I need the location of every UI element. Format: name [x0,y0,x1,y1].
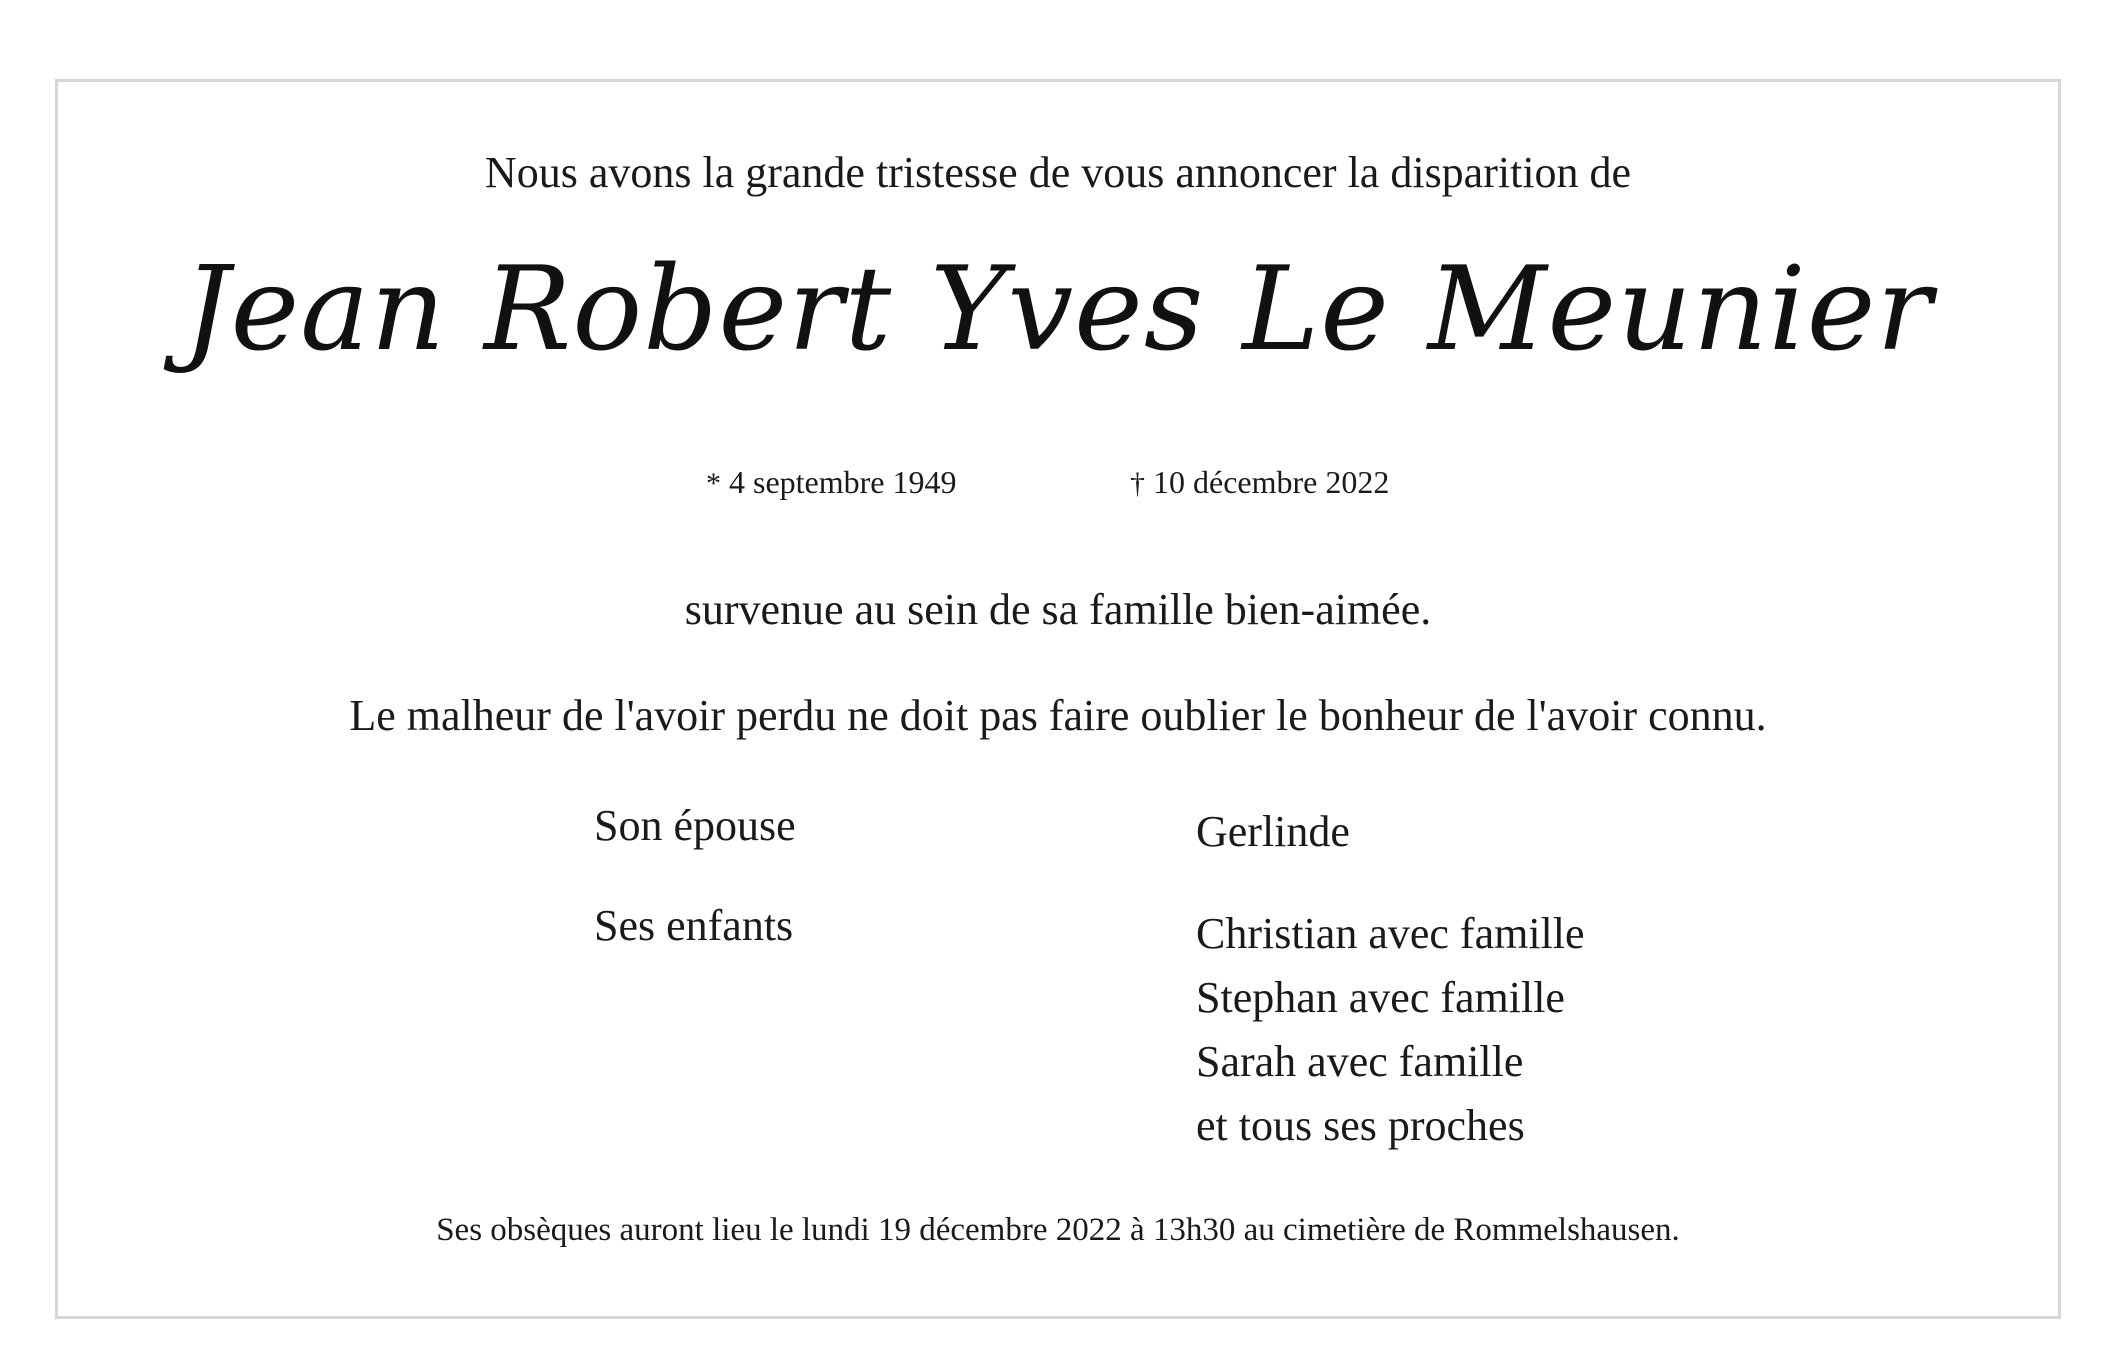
deceased-name: Jean Robert Yves Le Meunier [183,242,1933,377]
birth-date: 4 septembre 1949 [729,464,957,500]
children-list [1196,902,1585,1158]
death-date-group [1130,464,1389,501]
birth-symbol: * [706,467,721,500]
death-date: 10 décembre 2022 [1153,464,1390,500]
child-entry: Christian avec famille [1196,909,1585,958]
child-entry: Sarah avec famille [1196,1037,1524,1086]
obituary-card [55,79,2061,1319]
child-entry: Stephan avec famille [1196,973,1565,1022]
quote-text: Le malheur de l'avoir perdu ne doit pas faire oublier le bonheur de l'avoir connu. [349,691,1767,740]
intro-text: Nous avons la grande tristesse de vous annoncer la disparition de [484,148,1632,197]
spouse-name-block [1196,800,1350,864]
cross-icon: † [1130,467,1145,500]
survenue-text: survenue au sein de sa famille bien-aimée. [684,585,1432,634]
spouse-label: Son épouse [594,801,796,850]
children-label: Ses enfants [594,901,794,950]
birth-date-group [706,464,957,501]
relatives-entry: et tous ses proches [1196,1101,1525,1150]
funeral-notice: Ses obsèques auront lieu le lundi 19 décembre 2022 à 13h30 au cimetière de Rommelshausen. [436,1212,1680,1248]
family-section [58,800,2058,1240]
spouse-name: Gerlinde [1196,807,1350,856]
